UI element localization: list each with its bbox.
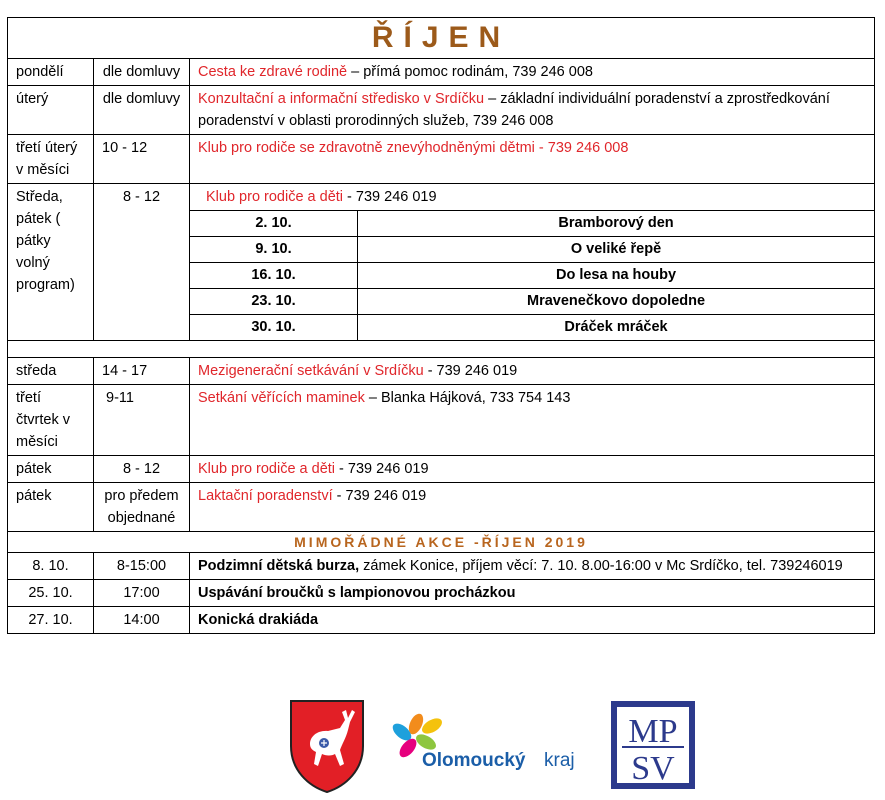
time-cell: pro předem objednané xyxy=(94,483,190,532)
program-topic: O veliké řepě xyxy=(358,237,875,263)
activity-name: Cesta ke zdravé rodině xyxy=(198,64,348,80)
activity-name: Setkání věřících maminek xyxy=(198,390,365,406)
time-cell: 9-11 xyxy=(94,385,190,456)
time-cell: 8 - 12 xyxy=(94,184,190,341)
program-date: 2. 10. xyxy=(190,211,358,237)
event-info: zámek Konice, příjem věcí: 7. 10. 8.00-16:00 v Mc Srdíčko, tel. 739246019 xyxy=(359,558,843,574)
time-cell: 14:00 xyxy=(94,607,190,634)
mpsv-top-text: MP xyxy=(628,713,678,750)
time-cell: 10 - 12 xyxy=(94,135,190,184)
activity-cell xyxy=(190,456,875,483)
day-cell: pondělí xyxy=(8,59,94,86)
table-row xyxy=(8,135,875,184)
activity-info: - 739 246 008 xyxy=(534,140,629,156)
kraj-text: kraj xyxy=(544,750,575,771)
table-row xyxy=(8,358,875,385)
activity-info: - 739 246 019 xyxy=(335,461,429,477)
activity-cell xyxy=(190,385,875,456)
activity-info: – přímá pomoc rodinám, 739 246 008 xyxy=(347,64,593,80)
program-topic: Do lesa na houby xyxy=(358,263,875,289)
time-cell: 8 - 12 xyxy=(94,456,190,483)
day-cell: třetí úterý v měsíci xyxy=(8,135,94,184)
program-date: 16. 10. xyxy=(190,263,358,289)
page-title: ŘÍJEN xyxy=(8,18,875,59)
activity-info: - 739 246 019 xyxy=(343,189,437,205)
program-topic: Dráček mráček xyxy=(358,315,875,341)
program-date: 23. 10. xyxy=(190,289,358,315)
date-cell: 25. 10. xyxy=(8,580,94,607)
mpsv-bottom-text: SV xyxy=(631,750,675,787)
event-name: Konická drakiáda xyxy=(198,612,319,628)
day-cell: pátek xyxy=(8,483,94,532)
activity-cell xyxy=(190,135,875,184)
activity-cell xyxy=(190,358,875,385)
activity-cell xyxy=(190,59,875,86)
activity-cell xyxy=(190,483,875,532)
logos-footer xyxy=(0,698,885,800)
special-events-title: MIMOŘÁDNÉ AKCE -ŘÍJEN 2019 xyxy=(8,532,875,553)
activity-info: - 739 246 019 xyxy=(332,488,427,504)
program-date: 30. 10. xyxy=(190,315,358,341)
event-cell xyxy=(190,580,875,607)
day-cell: pátek xyxy=(8,456,94,483)
activity-info: – Blanka Hájková, 733 754 143 xyxy=(364,390,571,406)
activity-name: Mezigenerační setkávání v Srdíčku xyxy=(198,363,424,379)
activity-cell xyxy=(190,86,875,135)
table-row xyxy=(8,580,875,607)
time-cell: 14 - 17 xyxy=(94,358,190,385)
table-row xyxy=(8,184,875,211)
time-cell: dle domluvy xyxy=(94,86,190,135)
program-topic: Mravenečkovo dopoledne xyxy=(358,289,875,315)
table-row xyxy=(8,456,875,483)
activity-name: Klub pro rodiče a děti xyxy=(206,189,344,205)
program-table xyxy=(7,17,875,634)
event-name: Podzimní dětská burza, xyxy=(198,558,360,574)
mpsv-logo-icon xyxy=(610,700,696,790)
table-row xyxy=(8,553,875,580)
activity-name: Klub pro rodiče a děti xyxy=(198,461,336,477)
day-cell: úterý xyxy=(8,86,94,135)
table-row xyxy=(8,86,875,135)
date-cell: 8. 10. xyxy=(8,553,94,580)
event-cell xyxy=(190,553,875,580)
activity-name: Klub pro rodiče se zdravotně znevýhodněnými dětmi xyxy=(198,140,535,156)
time-cell: 8-15:00 xyxy=(94,553,190,580)
table-row xyxy=(8,59,875,86)
event-name: Uspávání broučků s lampionovou procházkou xyxy=(198,585,516,601)
day-cell: středa xyxy=(8,358,94,385)
table-row xyxy=(8,385,875,456)
table-row xyxy=(8,483,875,532)
program-topic: Bramborový den xyxy=(358,211,875,237)
date-cell: 27. 10. xyxy=(8,607,94,634)
day-cell: Středa, pátek ( pátky volný program) xyxy=(8,184,94,341)
activity-name: Laktační poradenství xyxy=(198,488,333,504)
table-row xyxy=(8,607,875,634)
day-cell: třetí čtvrtek v měsíci xyxy=(8,385,94,456)
activity-name: Konzultační a informační středisko v Srdíčku xyxy=(198,91,485,107)
activity-info: – základní individuální poradenství a zprostředkování poradenství v oblasti prorodinných služeb, 739 246 008 xyxy=(198,91,830,129)
olomoucky-text: Olomoucký xyxy=(422,750,526,771)
event-cell xyxy=(190,607,875,634)
spacer-row xyxy=(8,341,875,358)
activity-info: - 739 246 019 xyxy=(423,363,518,379)
activity-cell xyxy=(190,184,875,211)
konice-coat-of-arms-icon xyxy=(288,698,366,794)
time-cell: 17:00 xyxy=(94,580,190,607)
olomoucky-kraj-logo-icon xyxy=(380,712,590,774)
time-cell: dle domluvy xyxy=(94,59,190,86)
program-date: 9. 10. xyxy=(190,237,358,263)
